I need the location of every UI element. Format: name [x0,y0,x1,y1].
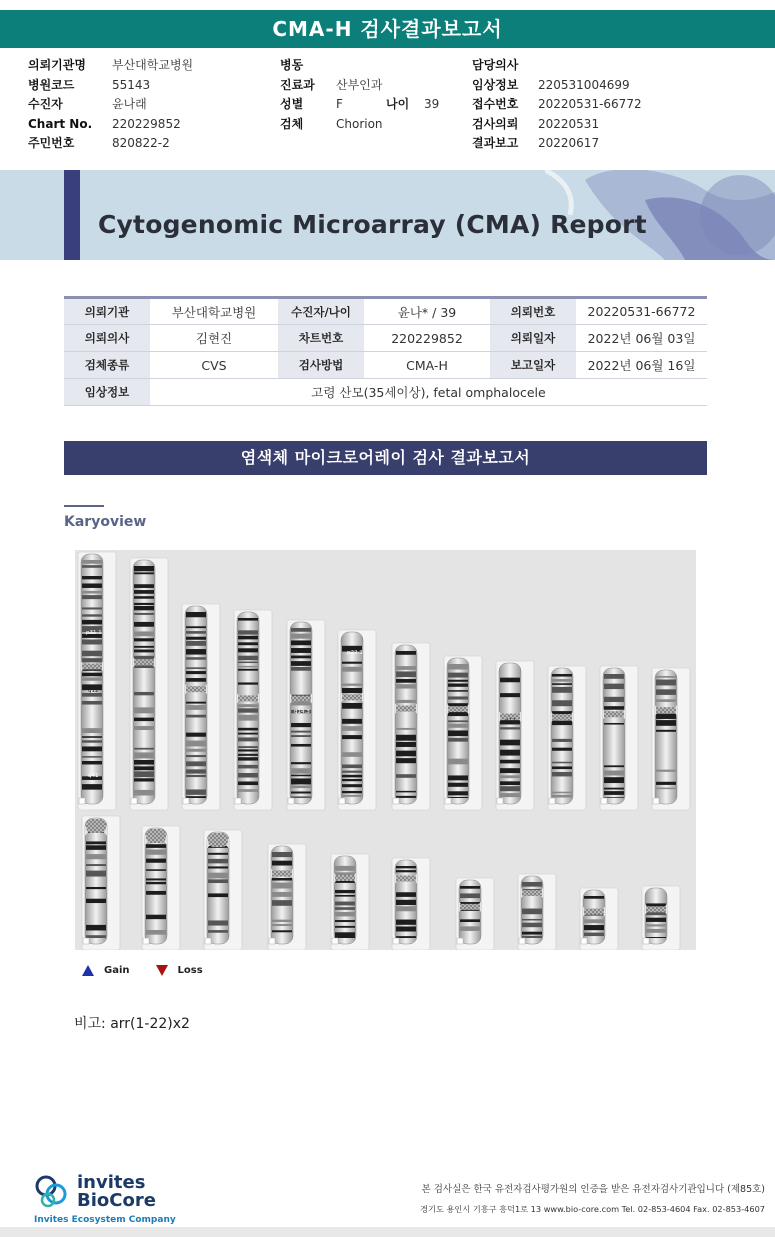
label-patient: 수진자 [28,97,63,111]
value-receipt-no: 20220531-66772 [538,97,642,111]
value-patient: 윤나래 [112,97,147,111]
cell-key: 검체종류 [64,352,150,379]
cell-value: 2022년 06월 03일 [576,325,707,352]
banner-title: Cytogenomic Microarray (CMA) Report [98,210,647,239]
band-label-c1-q41: q41 [88,773,99,779]
cell-value: CVS [150,352,278,379]
banner-accent [64,170,80,260]
table-row [64,325,707,352]
cell-value: 2022년 06월 16일 [576,352,707,379]
cell-value: 20220531-66772 [576,298,707,325]
cell-key: 수진자/나이 [278,298,364,325]
chromosome-9 [496,661,534,810]
chromosome-15 [204,830,242,950]
report-title-bar: CMA-H 검사결과보고서 [0,10,775,48]
value-age: 39 [424,97,440,111]
value-hospital-code: 55143 [112,77,151,92]
label-ward: 병동 [280,58,304,72]
chromosome-1 [78,552,116,810]
cell-value: 부산대학교병원 [150,298,278,325]
cell-key: 의뢰번호 [490,298,576,325]
dna-helix-icon [34,1172,74,1212]
chromosome-11 [600,666,638,810]
chromosome-6 [338,630,376,810]
remarks-text: 비고: arr(1-22)x2 [74,1016,190,1032]
cell-value: 220229852 [364,325,490,352]
label-receipt-no: 접수번호 [472,97,519,111]
legend-gain-label: Gain [104,965,130,976]
label-chart-no: Chart No. [28,116,93,131]
chromosome-8 [444,656,482,810]
label-hospital-code: 병원코드 [28,77,75,92]
label-clinical-info: 임상정보 [472,77,519,92]
cell-key: 검사방법 [278,352,364,379]
patient-info-table [64,296,707,406]
value-department: 산부인과 [336,77,383,92]
chromosome-21 [580,888,618,950]
cell-value: CMA-H [364,352,490,379]
value-test-request: 20220531 [538,116,600,131]
chromosome-5 [287,620,325,810]
label-department: 진료과 [280,77,315,92]
logo-word-invites: invites [77,1172,146,1193]
chromosome-19 [456,878,494,950]
karyogram-panel [75,550,696,950]
label-test-request: 검사의뢰 [472,116,519,131]
cell-key: 의뢰기관 [64,298,150,325]
legend-loss-label: Loss [177,965,203,976]
report-banner [0,170,775,260]
cell-key: 임상정보 [64,379,150,406]
cell-key: 보고일자 [490,352,576,379]
table-row [64,352,707,379]
karyoview-title: Karyoview [64,514,147,530]
chromosome-18 [392,858,430,950]
company-logo [34,1170,194,1230]
karyogram-icon [75,550,696,950]
chromosome-2 [130,558,168,810]
chromosome-7 [392,643,430,810]
cell-key: 차트번호 [278,325,364,352]
value-result-report: 20220617 [538,136,600,150]
label-requesting-org: 의뢰기관명 [28,58,86,72]
cell-value: 윤나* / 39 [364,298,490,325]
karyoview-divider [64,505,104,507]
label-sex: 성별 [280,97,304,111]
gain-triangle-icon [82,965,94,976]
value-sex: F [336,97,343,111]
band-label-c9-q12: q12 [505,718,516,724]
chromosome-13 [82,816,120,950]
chromosome-14 [142,826,180,950]
chromosome-20 [518,874,556,950]
chromosome-10 [548,666,586,810]
label-specimen: 검체 [280,116,304,131]
header-col-3 [472,56,642,154]
chromosome-12 [652,668,690,810]
value-requesting-org: 부산대학교병원 [112,58,194,72]
value-clinical-info: 220531004699 [538,77,630,92]
label-doctor: 담당의사 [472,58,519,72]
band-label-c1-p31: p31.1 [86,630,102,636]
section-title-bar: 염색체 마이크로어레이 검사 결과보고서 [64,441,707,475]
header-col-1 [28,56,193,154]
logo-tagline: Invites Ecosystem Company [34,1215,176,1225]
label-result-report: 결과보고 [472,136,519,150]
band-label-c1-q12: q12 [88,688,99,694]
value-chart-no: 220229852 [112,116,181,131]
label-age: 나이 [386,97,410,111]
chromosome-17 [331,854,369,950]
header-col-2 [280,56,439,134]
band-label-c5-q14: q14.3 [294,709,310,715]
bottom-strip [0,1227,775,1237]
address-text: 경기도 용인시 기흥구 흥덕1로 13 www.bio-core.com Tel. 02-853-4604 Fax. 02-853-4607 [420,1204,765,1214]
cell-key: 의뢰일자 [490,325,576,352]
value-resident-no: 820822-2 [112,136,170,150]
cell-key: 의뢰의사 [64,325,150,352]
karyogram-legend [82,965,203,976]
cell-value: 고령 산모(35세이상), fetal omphalocele [150,379,707,406]
band-label-c6-p22: p22.3 [347,650,363,656]
certification-text: 본 검사실은 한국 유전자검사평가원의 인증을 받은 유전자검사기관입니다 (제85호) [421,1184,765,1195]
label-resident-no: 주민번호 [28,136,75,150]
chromosome-4 [234,610,272,810]
table-row [64,379,707,406]
value-specimen: Chorion [336,116,383,131]
chromosome-16 [268,844,306,950]
loss-triangle-icon [156,965,168,976]
logo-word-biocore: BioCore [77,1190,156,1211]
table-row [64,298,707,325]
chromosome-3 [182,604,220,810]
chromosome-22 [642,886,680,950]
cell-value: 김현진 [150,325,278,352]
